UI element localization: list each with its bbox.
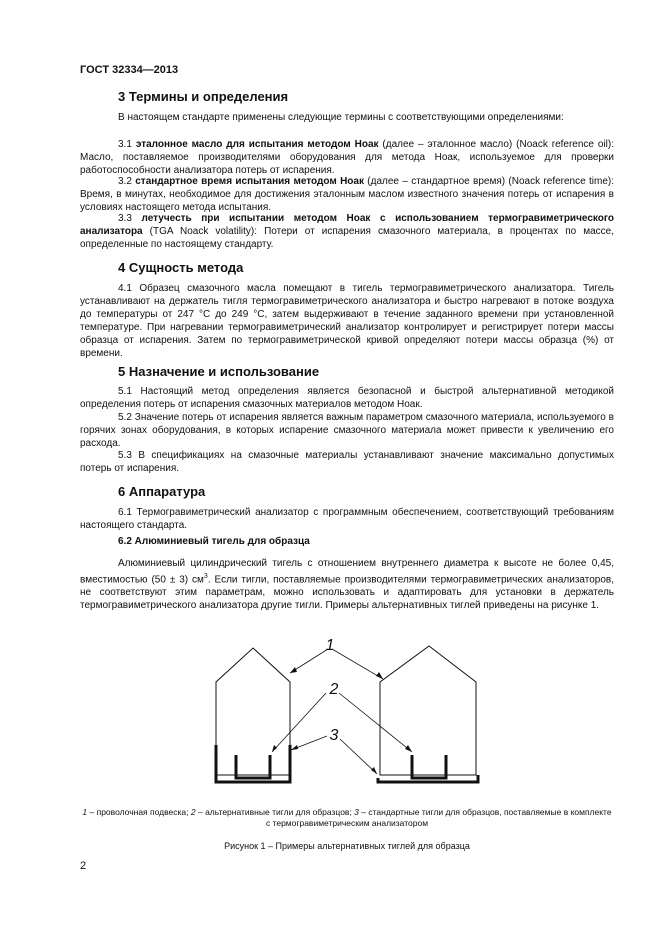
section-6-title: 6 Аппаратура <box>118 484 206 499</box>
figure-legend <box>80 807 614 829</box>
arrow-2-left <box>272 745 277 752</box>
term-3-3-number: 3.3 <box>118 213 132 224</box>
section-5-1: 5.1 Настоящий метод определения является безопасной и быстрой альтернативной методикой определения потерь от испарения смазочных материалов методом Ноак. <box>80 386 614 410</box>
arrow-1-left <box>290 667 297 673</box>
arrow-1-right <box>376 672 383 679</box>
section-6-2-text-b: . Если тигли, поставляемые производителями термогравиметрических анализаторов, не соответствуют этим параметрам, можно использовать и адаптировать для установки в держатель термогравиметрического анализатора другие тигли. Примеры альтернативных тиглей приведены на рисунке 1. <box>80 574 614 612</box>
term-3-3-term: летучесть при испытании методом Ноак с использованием термогравиметрического анализатора <box>80 213 615 237</box>
page-number: 2 <box>80 860 87 872</box>
figure-label-1: 1 <box>325 637 335 654</box>
standard-crucible-left <box>216 745 290 782</box>
term-3-2-definition: (далее – стандартное время) (Noack reference time): Время, в минутах, необходимое для достижения эталонным маслом известного значения потерь от испарения в условиях настоящего метода испытания. <box>80 176 615 213</box>
wire-hanger-left <box>216 648 290 775</box>
term-3-2-term: стандартное время испытания методом Ноак <box>135 176 364 187</box>
term-3-1-number: 3.1 <box>118 139 132 150</box>
legend-text-2: – альтернативные тигли для образцов; <box>195 807 355 817</box>
arrow-3-right <box>371 767 377 774</box>
legend-text-3: – стандартные тигли для образцов, поставляемые в комплекте с термогравиметрическим анализатором <box>265 807 612 828</box>
leader-1-right <box>332 649 383 679</box>
figure-label-3: 3 <box>329 727 339 744</box>
term-3-1-term: эталонное масло для испытания методом Ноак <box>135 139 379 150</box>
figure-label-2: 2 <box>329 681 339 698</box>
section-4-title: 4 Сущность метода <box>118 260 244 275</box>
legend-text-1: – проволочная подвеска; <box>87 807 191 817</box>
legend-number-1: 1 <box>82 807 88 817</box>
term-3-2-number: 3.2 <box>118 176 132 187</box>
wire-hanger-right <box>380 646 476 775</box>
figure-title: Рисунок 1 – Примеры альтернативных тиглей для образца <box>224 841 470 851</box>
term-3-1-definition: (далее – эталонное масло) (Noack reference oil): Масло, поставляемое производителями оборудования для метода Ноак, используемое для проверки работоспособности анализатора потерь от испарения. <box>80 139 615 176</box>
section-6-2-title: 6.2 Алюминиевый тигель для образца <box>118 536 310 547</box>
section-4-paragraph: 4.1 Образец смазочного масла помещают в тигель термогравиметрического анализатора. Тигель устанавливают на держатель тигля термогравиметрического анализатора и быстро нагревают в потоке воздуха до температуры от 247 °C до 249 °C, затем выдерживают в течение заданного времени при установленной температуре. При нагревании термогравиметрический анализатор контролирует и регистрирует потери массы образца от испарения. Затем по термогравиметрической кривой определяют потери массы образца (%) от времени. <box>80 283 614 359</box>
legend-number-3: 3 <box>354 807 359 817</box>
arrow-3-left <box>291 745 298 750</box>
section-5-title: 5 Назначение и использование <box>118 364 320 379</box>
section-3-intro: В настоящем стандарте применены следующие термины с соответствующими определениями: <box>118 112 564 123</box>
section-6-1: 6.1 Термогравиметрический анализатор с программным обеспечением, соответствующий требованиям настоящего стандарта. <box>80 507 614 531</box>
leader-3-right <box>340 739 377 774</box>
legend-number-2: 2 <box>190 807 196 817</box>
section-5-2: 5.2 Значение потерь от испарения является важным параметром смазочного материала, используемого в горячих зонах оборудования, в которых испарение смазочного материала может привести к увеличению его расхода. <box>80 412 614 449</box>
term-3-3-definition: (TGA Noack volatility): Потери от испарения смазочного материала, в процентах по массе, определенные по настоящему стандарту. <box>80 226 614 250</box>
section-5-3: 5.3 В спецификациях на смазочные материалы устанавливают значение максимально допустимых потерь от испарения. <box>80 450 614 474</box>
leader-2-left <box>272 693 326 752</box>
arrow-2-right <box>405 745 412 752</box>
leader-2-right <box>339 693 412 752</box>
section-6-2-text-a: Алюминиевый цилиндрический тигель с отношением внутреннего диаметра к высоте не более 0,45, вместимостью (50 ± 3) см <box>80 558 614 586</box>
document-header: ГОСТ 32334—2013 <box>80 64 179 76</box>
section-3-title: 3 Термины и определения <box>118 89 289 104</box>
unit-superscript: 3 <box>203 573 208 580</box>
